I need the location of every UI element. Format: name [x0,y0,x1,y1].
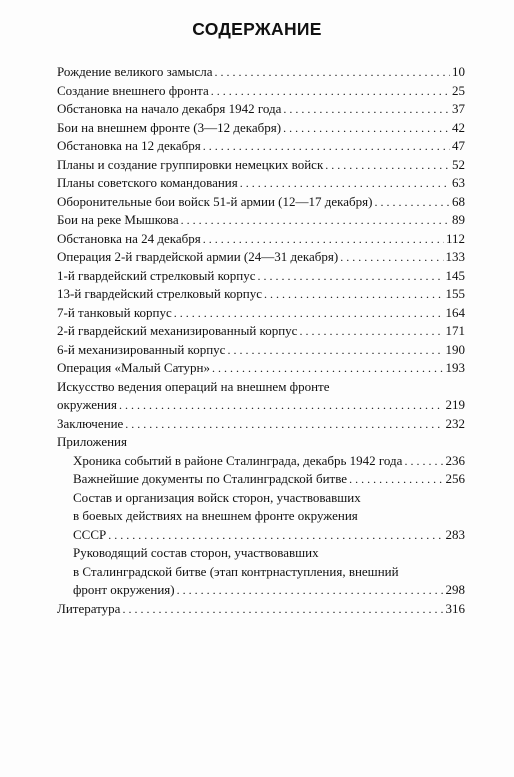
toc-entry-title: Литература [57,600,121,616]
toc-entry-title: 7-й танковый корпус [57,304,172,320]
toc-leader [283,100,450,119]
appendix-heading: Приложения [57,434,127,449]
toc-entry [57,359,465,378]
toc-entry [57,285,465,304]
toc-leader [119,396,444,415]
toc-entry-title: 1-й гвардейский стрелковый корпус [57,267,256,283]
toc-subentry [57,581,465,600]
toc-entry [57,600,465,619]
toc-subentry [57,526,465,545]
toc-entry [57,63,465,82]
toc-entry-title: Обстановка на начало декабря 1942 года [57,101,282,116]
toc-leader [325,156,450,175]
toc-entry-page: 63 [452,175,465,190]
toc-entry-page: 316 [445,600,465,616]
toc-entry-page: 112 [445,230,465,246]
toc-entry-title: Создание внешнего фронта [57,82,209,98]
toc-entry [57,156,465,175]
toc-entry-title: 6-й механизированный корпус [57,341,226,357]
toc-entry-page: 298 [445,582,465,597]
toc-entry-title: Важнейшие документы по Сталинградской битве [73,471,348,486]
toc-entry [57,396,465,415]
toc-entry [57,100,465,119]
toc-leader [122,600,443,619]
toc-leader [174,304,444,323]
toc-entry-title: Рождение великого замысла [57,64,213,79]
toc-leader [299,322,443,341]
toc-entry-title: Бои на внешнем фронте (3—12 декабря) [57,119,282,135]
toc-leader [211,82,450,101]
toc-entry-page: 25 [452,82,465,98]
toc-entry-page: 164 [445,304,465,320]
toc-leader [108,526,443,545]
toc-entry-page: 133 [445,249,465,264]
toc-entry-page: 42 [452,119,465,135]
toc-entry [57,193,465,212]
toc-entry-title-cont: в боевых действиях на внешнем фронте окружения [73,508,358,523]
toc-entry-title: Оборонительные бои войск 51-й армии (12—17 декабря) [57,193,373,209]
page-title: СОДЕРЖАНИЕ [192,19,322,39]
toc-entry [57,248,465,267]
toc-entry [57,230,465,249]
toc-entry-page: 37 [452,101,465,116]
toc-entry-title: Обстановка на 12 декабря [57,138,201,153]
toc-subentry [57,470,465,489]
toc-entry-title-cont: фронт окружения) [73,582,175,597]
toc-leader [374,193,450,212]
toc-entry-title: 13-й гвардейский стрелковый корпус [57,286,263,301]
toc-entry-title: Руководящий состав сторон, участвовавших [73,545,319,560]
toc-leader [404,452,443,471]
toc-entry-page: 68 [452,193,465,209]
toc-entry-page: 52 [452,156,465,172]
toc-entry-page: 171 [445,323,465,338]
toc-entry [57,137,465,156]
toc-entry-title: Планы и создание группировки немецких войск [57,156,324,172]
toc-leader [283,119,450,138]
toc-entry-title: Хроника событий в районе Сталинграда, декабрь 1942 года [73,452,403,468]
toc-leader [181,211,450,230]
toc-leader [177,581,444,600]
toc-entry-title: Обстановка на 24 декабря [57,230,201,246]
toc-entry-title-cont: в Сталинградской битве (этап контрнаступления, внешний [73,563,399,579]
toc-subentry [57,452,465,471]
toc-entry [57,119,465,138]
toc-entry [57,267,465,286]
table-of-contents [57,63,465,618]
toc-leader [258,267,444,286]
toc-entry-title: Бои на реке Мышкова [57,212,179,227]
toc-entry [57,304,465,323]
toc-leader [212,359,444,378]
toc-entry-page: 155 [445,286,465,301]
toc-entry-page: 89 [452,212,465,227]
toc-entry-title: 2-й гвардейский механизированный корпус [57,323,298,338]
toc-entry-page: 256 [445,471,465,486]
toc-leader [214,63,450,82]
toc-entry-page: 283 [445,526,465,542]
toc-entry [57,211,465,230]
toc-leader [349,470,443,489]
toc-entry-page: 193 [445,360,465,375]
toc-entry-title: Операция 2-й гвардейской армии (24—31 декабря) [57,249,339,264]
toc-entry-page: 47 [452,138,465,153]
toc-entry [57,415,465,434]
toc-entry [57,322,465,341]
toc-entry-page: 236 [445,452,465,468]
toc-leader [227,341,443,360]
toc-entry [57,174,465,193]
toc-entry-page: 145 [445,267,465,283]
toc-entry [57,341,465,360]
toc-entry-page: 190 [445,341,465,357]
toc-entry-page: 219 [445,397,465,412]
toc-leader [240,174,450,193]
toc-leader [125,415,443,434]
toc-leader [203,230,444,249]
toc-entry-title-cont: окружения [57,397,117,412]
toc-leader [203,137,450,156]
toc-entry-title: Операция «Малый Сатурн» [57,360,210,375]
toc-entry [57,82,465,101]
toc-entry-page: 10 [452,64,465,79]
toc-entry-title: Состав и организация войск сторон, участвовавших [73,489,361,505]
toc-entry-page: 232 [445,415,465,431]
toc-leader [340,248,443,267]
toc-entry-title: Заключение [57,415,124,431]
toc-entry-title: Планы советского командования [57,175,238,190]
toc-entry-title-cont: СССР [73,526,107,542]
toc-entry-title: Искусство ведения операций на внешнем фронте [57,378,330,394]
toc-leader [264,285,443,304]
